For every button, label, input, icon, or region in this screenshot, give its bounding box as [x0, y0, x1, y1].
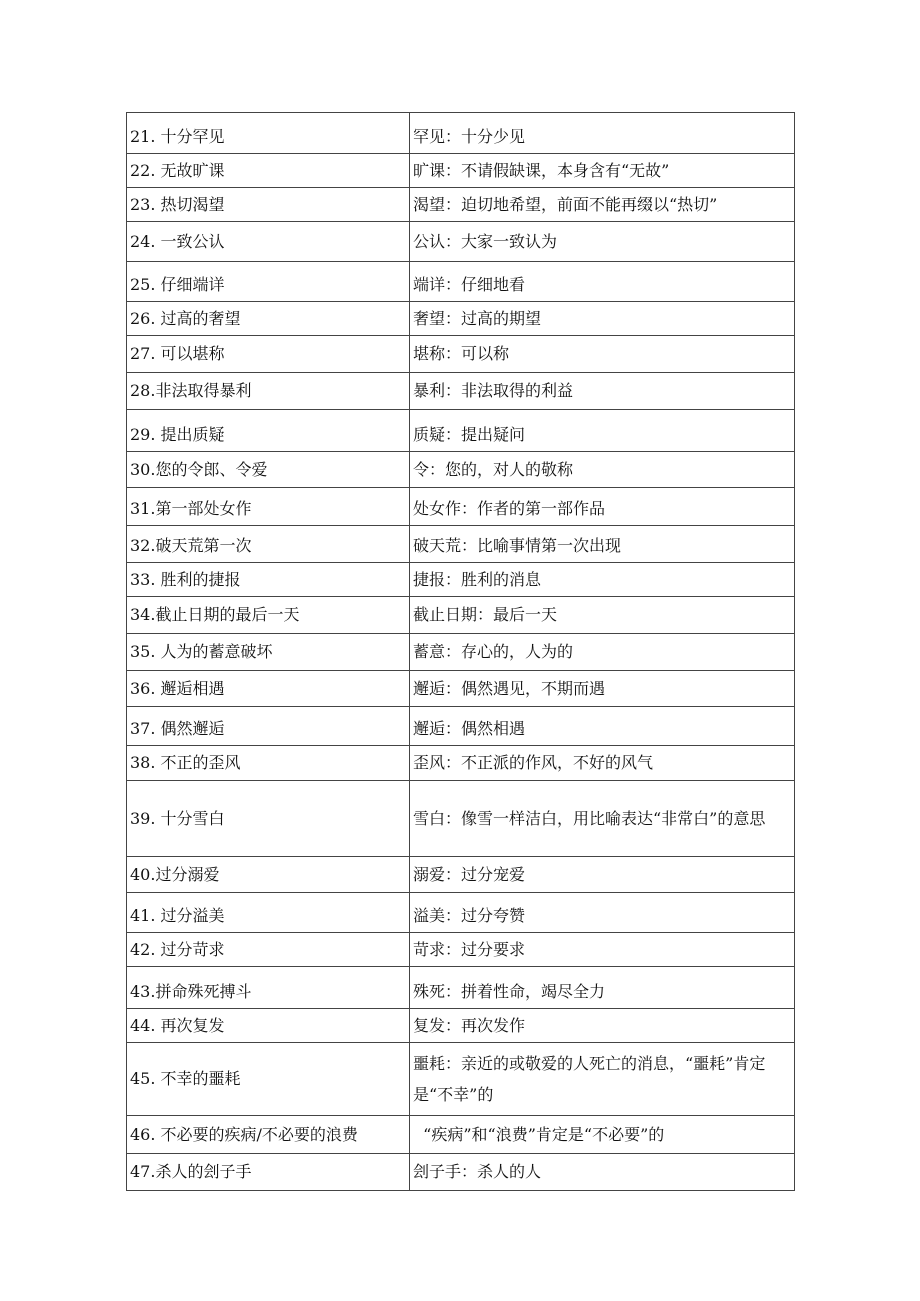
- explanation-cell: 邂逅：偶然相遇: [410, 707, 795, 746]
- table-row: [127, 857, 795, 893]
- table-row: [127, 671, 795, 707]
- table-row: [127, 336, 795, 373]
- table-row: [127, 452, 795, 488]
- table-row: [127, 1043, 795, 1116]
- table-row: [127, 262, 795, 302]
- phrase-cell: 46. 不必要的疾病/不必要的浪费: [127, 1116, 410, 1154]
- explanation-cell: 捷报：胜利的消息: [410, 563, 795, 597]
- explanation-cell: 旷课：不请假缺课，本身含有“无故”: [410, 154, 795, 188]
- phrase-cell: 38. 不正的歪风: [127, 746, 410, 781]
- phrase-table-body: [127, 113, 795, 1191]
- explanation-cell: 雪白：像雪一样洁白，用比喻表达“非常白”的意思: [410, 781, 795, 857]
- explanation-cell: 截止日期：最后一天: [410, 597, 795, 634]
- table-row: [127, 222, 795, 262]
- phrase-cell: 34.截止日期的最后一天: [127, 597, 410, 634]
- phrase-cell: 28.非法取得暴利: [127, 373, 410, 410]
- explanation-cell: 渴望：迫切地希望，前面不能再缀以“热切”: [410, 188, 795, 222]
- explanation-cell: 刽子手：杀人的人: [410, 1154, 795, 1191]
- phrase-cell: 44. 再次复发: [127, 1009, 410, 1043]
- explanation-cell: 奢望：过高的期望: [410, 302, 795, 336]
- table-row: [127, 597, 795, 634]
- phrase-cell: 42. 过分苛求: [127, 933, 410, 967]
- explanation-cell: 复发：再次发作: [410, 1009, 795, 1043]
- phrase-cell: 41. 过分溢美: [127, 893, 410, 933]
- table-row: [127, 154, 795, 188]
- table-row: [127, 967, 795, 1009]
- explanation-cell: 堪称：可以称: [410, 336, 795, 373]
- explanation-cell: “疾病”和“浪费”肯定是“不必要”的: [410, 1116, 795, 1154]
- phrase-cell: 33. 胜利的捷报: [127, 563, 410, 597]
- table-row: [127, 302, 795, 336]
- explanation-cell: 殊死：拼着性命，竭尽全力: [410, 967, 795, 1009]
- phrase-cell: 25. 仔细端详: [127, 262, 410, 302]
- explanation-cell: 端详：仔细地看: [410, 262, 795, 302]
- table-row: [127, 634, 795, 671]
- table-row: [127, 933, 795, 967]
- phrase-cell: 43.拼命殊死搏斗: [127, 967, 410, 1009]
- table-row: [127, 707, 795, 746]
- phrase-cell: 35. 人为的蓄意破坏: [127, 634, 410, 671]
- table-row: [127, 410, 795, 452]
- table-row: [127, 488, 795, 526]
- explanation-cell: 破天荒：比喻事情第一次出现: [410, 526, 795, 563]
- phrase-cell: 24. 一致公认: [127, 222, 410, 262]
- phrase-cell: 23. 热切渴望: [127, 188, 410, 222]
- explanation-cell: 溢美：过分夸赞: [410, 893, 795, 933]
- explanation-cell: 苛求：过分要求: [410, 933, 795, 967]
- table-row: [127, 373, 795, 410]
- explanation-cell: 处女作：作者的第一部作品: [410, 488, 795, 526]
- phrase-cell: 27. 可以堪称: [127, 336, 410, 373]
- phrase-table: [126, 112, 795, 1191]
- explanation-cell: 质疑：提出疑问: [410, 410, 795, 452]
- phrase-cell: 29. 提出质疑: [127, 410, 410, 452]
- explanation-cell: 罕见：十分少见: [410, 113, 795, 154]
- phrase-cell: 32.破天荒第一次: [127, 526, 410, 563]
- explanation-cell: 蓄意：存心的，人为的: [410, 634, 795, 671]
- table-row: [127, 563, 795, 597]
- table-row: [127, 781, 795, 857]
- table-row: [127, 113, 795, 154]
- explanation-cell: 暴利：非法取得的利益: [410, 373, 795, 410]
- table-row: [127, 1116, 795, 1154]
- table-row: [127, 893, 795, 933]
- explanation-cell: 公认：大家一致认为: [410, 222, 795, 262]
- phrase-cell: 39. 十分雪白: [127, 781, 410, 857]
- phrase-cell: 21. 十分罕见: [127, 113, 410, 154]
- phrase-cell: 40.过分溺爱: [127, 857, 410, 893]
- phrase-cell: 45. 不幸的噩耗: [127, 1043, 410, 1116]
- explanation-cell: 邂逅：偶然遇见，不期而遇: [410, 671, 795, 707]
- phrase-cell: 37. 偶然邂逅: [127, 707, 410, 746]
- explanation-cell: 噩耗：亲近的或敬爱的人死亡的消息，“噩耗”肯定是“不幸”的: [410, 1043, 795, 1116]
- phrase-cell: 30.您的令郎、令爱: [127, 452, 410, 488]
- explanation-cell: 令：您的，对人的敬称: [410, 452, 795, 488]
- table-row: [127, 526, 795, 563]
- phrase-cell: 22. 无故旷课: [127, 154, 410, 188]
- phrase-cell: 31.第一部处女作: [127, 488, 410, 526]
- phrase-cell: 47.杀人的刽子手: [127, 1154, 410, 1191]
- table-row: [127, 1154, 795, 1191]
- table-row: [127, 188, 795, 222]
- phrase-cell: 36. 邂逅相遇: [127, 671, 410, 707]
- phrase-cell: 26. 过高的奢望: [127, 302, 410, 336]
- table-row: [127, 1009, 795, 1043]
- table-row: [127, 746, 795, 781]
- explanation-cell: 歪风：不正派的作风，不好的风气: [410, 746, 795, 781]
- explanation-cell: 溺爱：过分宠爱: [410, 857, 795, 893]
